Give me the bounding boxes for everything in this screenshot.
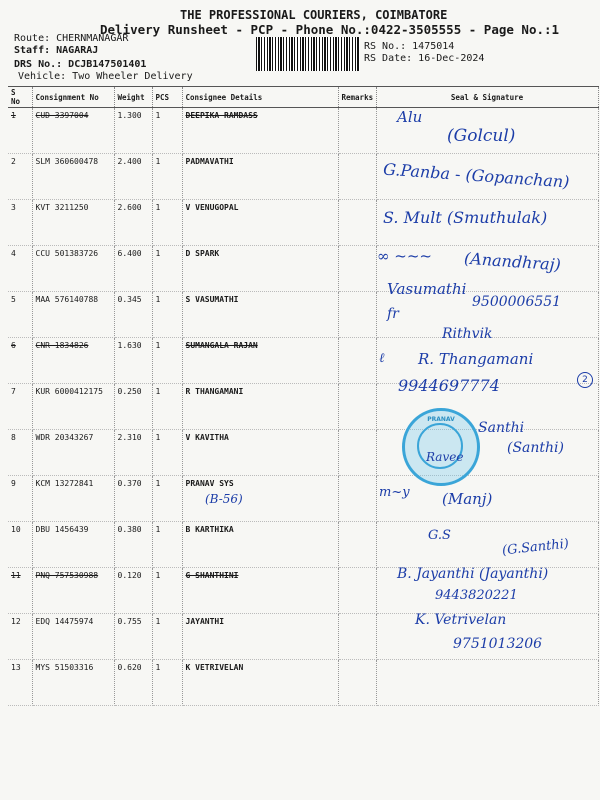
- row-weight: 2.600: [114, 200, 152, 246]
- row-sno: 4: [8, 246, 32, 292]
- row-consignee: PADMAVATHI: [182, 154, 338, 200]
- signature-11a: G.S: [428, 528, 451, 543]
- row-consignment: DBU 1456439: [32, 522, 114, 568]
- row-consignee: PRANAV SYS: [182, 476, 338, 522]
- row-consignee: D SPARK: [182, 246, 338, 292]
- col-header-weight: Weight: [114, 87, 152, 108]
- row-pcs: 1: [152, 246, 182, 292]
- signature-7b: 9944697774: [398, 376, 500, 395]
- row-remarks: [338, 430, 376, 476]
- row-consignment: EDQ 14475974: [32, 614, 114, 660]
- signature-12a: B. Jayanthi (Jayanthi): [397, 566, 549, 582]
- row-sno: 11: [8, 568, 32, 614]
- table-row: [8, 476, 598, 522]
- row-remarks: [338, 338, 376, 384]
- signature-9: Ravee: [426, 450, 464, 464]
- row-pcs: 1: [152, 292, 182, 338]
- signature-5b: 9500006551: [472, 294, 562, 310]
- row-pcs: 1: [152, 568, 182, 614]
- row-pcs: 1: [152, 154, 182, 200]
- row-sno: 1: [8, 108, 32, 154]
- row-consignee: B KARTHIKA: [182, 522, 338, 568]
- col-header-consignment: Consignment No: [32, 87, 114, 108]
- row-weight: 2.400: [114, 154, 152, 200]
- row-consignee: V VENUGOPAL: [182, 200, 338, 246]
- row-sno: 13: [8, 660, 32, 706]
- row-signature-cell: [376, 660, 598, 706]
- signature-5a: Vasumathi: [387, 280, 467, 298]
- row-consignment: MAA 576140788: [32, 292, 114, 338]
- row-remarks: [338, 246, 376, 292]
- row-consignee: S VASUMATHI: [182, 292, 338, 338]
- signature-4-text: (Anandhraj): [463, 248, 562, 275]
- row-sno: 12: [8, 614, 32, 660]
- col-header-pcs: PCS: [152, 87, 182, 108]
- row-consignee: R THANGAMANI: [182, 384, 338, 430]
- row-sno: 10: [8, 522, 32, 568]
- row-weight: 2.310: [114, 430, 152, 476]
- row-consignee: V KAVITHA: [182, 430, 338, 476]
- row-sno: 6: [8, 338, 32, 384]
- row-weight: 0.380: [114, 522, 152, 568]
- row-weight: 1.630: [114, 338, 152, 384]
- row-weight: 0.345: [114, 292, 152, 338]
- row-consignee: JAYANTHI: [182, 614, 338, 660]
- row-sno: 3: [8, 200, 32, 246]
- row-sno: 9: [8, 476, 32, 522]
- row-consignment: CCU 501383726: [32, 246, 114, 292]
- row-consignment: WDR 20343267: [32, 430, 114, 476]
- signature-8a: Santhi: [478, 420, 525, 436]
- circled-number: 2: [577, 372, 593, 388]
- drs-number: DRS No.: DCJB147501401: [14, 59, 147, 70]
- row-pcs: 1: [152, 108, 182, 154]
- row-pcs: 1: [152, 430, 182, 476]
- row-weight: 0.755: [114, 614, 152, 660]
- signature-6a: fr: [387, 306, 399, 322]
- signature-3: S. Mult (Smuthulak): [383, 208, 548, 227]
- row-weight: 0.620: [114, 660, 152, 706]
- row-remarks: [338, 154, 376, 200]
- row-pcs: 1: [152, 384, 182, 430]
- row-pcs: 1: [152, 200, 182, 246]
- signature-1b: (Golcul): [447, 126, 516, 146]
- company-name: THE PROFESSIONAL COURIERS, COIMBATORE: [180, 8, 448, 22]
- row-sno: 7: [8, 384, 32, 430]
- row-consignment: KCM 13272841: [32, 476, 114, 522]
- row-consignee: DEEPIKA RAMDASS: [182, 108, 338, 154]
- row-consignment: KVT 3211250: [32, 200, 114, 246]
- seal-stamp: PRANAV: [402, 408, 480, 486]
- row-pcs: 1: [152, 476, 182, 522]
- row-consignment: SLM 360600478: [32, 154, 114, 200]
- row-remarks: [338, 108, 376, 154]
- row-remarks: [338, 568, 376, 614]
- row-pcs: 1: [152, 522, 182, 568]
- signature-11b: (G.Santhi): [501, 536, 570, 559]
- row-remarks: [338, 384, 376, 430]
- signature-4: ∞ ~~~: [377, 247, 432, 265]
- staff-label: Staff: NAGARAJ: [14, 45, 99, 56]
- barcode: [256, 37, 360, 71]
- row-weight: 1.300: [114, 108, 152, 154]
- row-consignee: K VETRIVELAN: [182, 660, 338, 706]
- signature-8b: (Santhi): [507, 440, 564, 456]
- signature-6b: Rithvik: [442, 326, 493, 342]
- signature-1a: Alu: [397, 108, 423, 126]
- signature-13b: 9751013206: [453, 636, 543, 652]
- row-consignment: CUD 3397004: [32, 108, 114, 154]
- route-label: Route: CHERNMANAGAR: [14, 33, 129, 44]
- row-consignment: MYS 51503316: [32, 660, 114, 706]
- signature-13a: K. Vetrivelan: [415, 612, 507, 628]
- runsheet-title: Delivery Runsheet - PCP - Phone No.:0422-3505555 - Page No.:1: [100, 22, 560, 37]
- row-pcs: 1: [152, 614, 182, 660]
- row-weight: 0.250: [114, 384, 152, 430]
- row-weight: 6.400: [114, 246, 152, 292]
- row-consignee: G SHANTHINI: [182, 568, 338, 614]
- signature-10: (Manj): [442, 490, 493, 508]
- row-pcs: 1: [152, 660, 182, 706]
- row-remarks: [338, 614, 376, 660]
- row-consignee: SUMANGALA RAJAN: [182, 338, 338, 384]
- row-weight: 0.370: [114, 476, 152, 522]
- vehicle-label: Vehicle: Two Wheeler Delivery: [18, 71, 193, 82]
- row-remarks: [338, 660, 376, 706]
- table-row: [8, 660, 598, 706]
- row-weight: 0.120: [114, 568, 152, 614]
- row-consignment: KUR 6000412175: [32, 384, 114, 430]
- row-pcs: 1: [152, 338, 182, 384]
- row-remarks: [338, 200, 376, 246]
- row-sno: 2: [8, 154, 32, 200]
- rs-date: RS Date: 16-Dec-2024: [364, 53, 485, 64]
- runsheet-header: [0, 0, 600, 90]
- table-header-row: [8, 87, 598, 108]
- signature-10-mark: m~y: [379, 485, 410, 500]
- row-consignment: CNR 1834826: [32, 338, 114, 384]
- signature-2: G.Panba - (Gopanchan): [382, 159, 571, 192]
- signature-7a: R. Thangamani: [418, 350, 534, 368]
- signature-12b: 9443820221: [435, 588, 518, 603]
- col-header-signature: Seal & Signature: [376, 87, 598, 108]
- col-header-sno: S No: [8, 87, 32, 108]
- signature-7-mark: ℓ: [379, 351, 385, 366]
- handwritten-note-b56: (B-56): [205, 492, 243, 506]
- col-header-remarks: Remarks: [338, 87, 376, 108]
- row-sno: 5: [8, 292, 32, 338]
- row-remarks: [338, 292, 376, 338]
- row-remarks: [338, 476, 376, 522]
- rs-number: RS No.: 1475014: [364, 41, 455, 52]
- col-header-consignee: Consignee Details: [182, 87, 338, 108]
- row-sno: 8: [8, 430, 32, 476]
- row-remarks: [338, 522, 376, 568]
- row-consignment: PNQ 757530988: [32, 568, 114, 614]
